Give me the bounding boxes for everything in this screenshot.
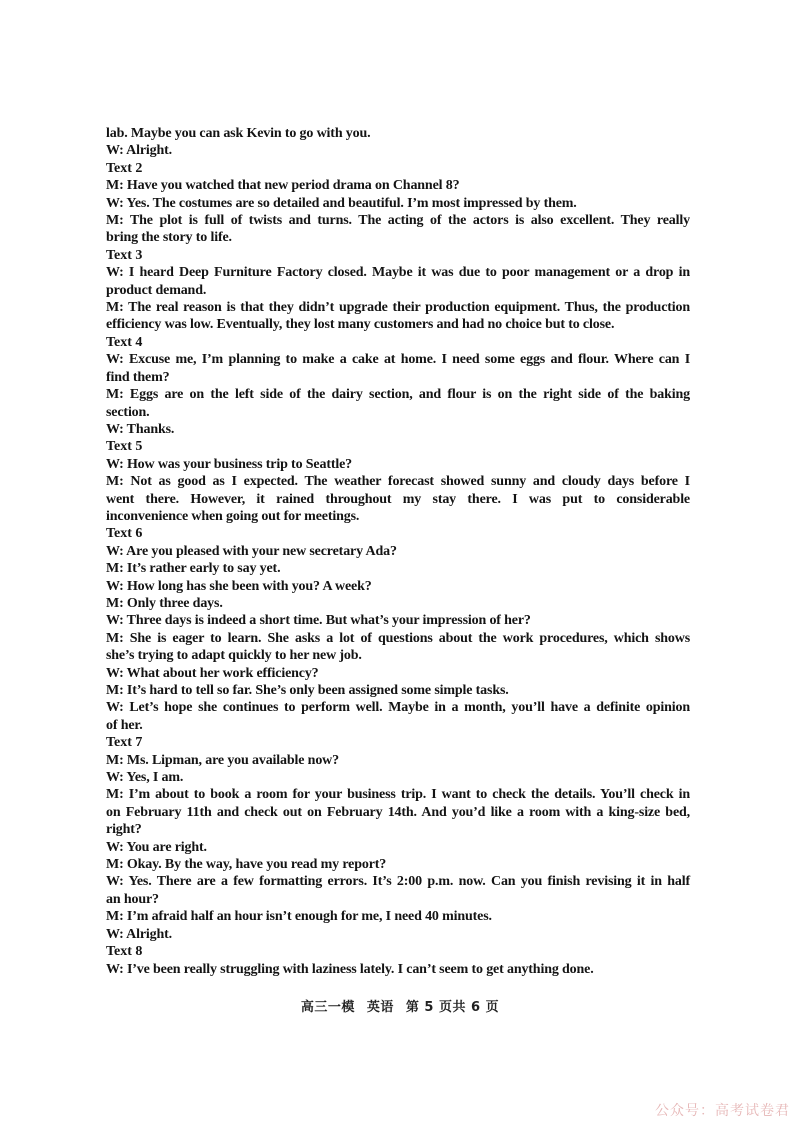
watermark: 公众号：高考试卷君 [655, 1103, 790, 1119]
transcript-line: W: Yes, I am. [106, 770, 184, 786]
transcript-line: W: Excuse me, I’m planning to make a cake at home. I need some eggs and flour. Where can I [106, 352, 690, 368]
transcript-line: W: Yes. There are a few formatting errors. It’s 2:00 p.m. now. Can you finish revising it in half [106, 874, 690, 890]
section-heading: Text 5 [106, 439, 143, 455]
section-heading: Text 4 [106, 334, 143, 350]
section-heading: Text 6 [106, 526, 143, 542]
transcript-line: W: How was your business trip to Seattle? [106, 456, 352, 472]
transcript-line: section. [106, 404, 150, 420]
transcript-line: right? [106, 822, 142, 838]
transcript-line: M: Ms. Lipman, are you available now? [106, 752, 339, 768]
transcript-line: bring the story to life. [106, 230, 232, 246]
transcript-line: W: Yes. The costumes are so detailed and beautiful. I’m most impressed by them. [106, 195, 577, 211]
transcript-line: product demand. [106, 282, 207, 298]
transcript-line: M: Have you watched that new period drama on Channel 8? [106, 178, 460, 194]
transcript-line: M: Okay. By the way, have you read my report? [106, 857, 387, 873]
transcript-line: W: Let’s hope she continues to perform well. Maybe in a month, you’ll have a definite opinion [106, 700, 690, 716]
transcript-line: W: Three days is indeed a short time. But what’s your impression of her? [106, 613, 531, 629]
transcript-line: on February 11th and check out on February 14th. And you’d like a room with a king-size bed, [106, 804, 690, 820]
transcript-line: of her. [106, 717, 143, 733]
transcript-line: went there. However, it rained throughout my stay there. I was put to considerable [106, 491, 690, 507]
document-body [106, 125, 690, 978]
section-heading: Text 7 [106, 735, 143, 751]
section-heading: Text 3 [106, 247, 143, 263]
transcript-line: an hour? [106, 891, 159, 907]
transcript-line: W: You are right. [106, 839, 207, 855]
section-heading: Text 2 [106, 160, 143, 176]
transcript-line: lab. Maybe you can ask Kevin to go with you. [106, 126, 371, 141]
transcript-line: W: What about her work efficiency? [106, 665, 319, 681]
footer-page-number: 第 5 页共 6 页 [405, 1000, 500, 1015]
transcript-line: W: Thanks. [106, 421, 175, 437]
transcript-line: inconvenience when going out for meetings. [106, 508, 360, 524]
transcript-line: M: Eggs are on the left side of the dairy section, and flour is on the right side of the baking [106, 387, 690, 403]
transcript-line: efficiency was low. Eventually, they lost many customers and had no choice but to close. [106, 317, 615, 333]
transcript-line: M: It’s hard to tell so far. She’s only been assigned some simple tasks. [106, 683, 509, 698]
footer-exam-name: 高三一模 [300, 1000, 355, 1015]
transcript-line: W: Alright. [106, 143, 173, 159]
transcript-line: find them? [106, 369, 170, 385]
transcript-line: M: The plot is full of twists and turns. The acting of the actors is also excellent. They really [106, 213, 690, 229]
transcript-line: W: Are you pleased with your new secretary Ada? [106, 543, 397, 559]
transcript-line: she’s trying to adapt quickly to her new job. [106, 648, 362, 664]
transcript-line: M: I’m afraid half an hour isn’t enough for me, I need 40 minutes. [106, 909, 492, 925]
transcript-line: M: Not as good as I expected. The weather forecast showed sunny and cloudy days before I [106, 474, 690, 490]
section-heading: Text 8 [106, 944, 143, 960]
transcript-line: M: It’s rather early to say yet. [106, 561, 281, 577]
transcript-line: W: How long has she been with you? A week? [106, 578, 372, 594]
transcript-line: W: I’ve been really struggling with laziness lately. I can’t seem to get anything done. [106, 961, 594, 977]
page-footer [0, 996, 800, 1015]
transcript-line: M: The real reason is that they didn’t upgrade their production equipment. Thus, the production [106, 300, 690, 316]
transcript-line: M: Only three days. [106, 595, 223, 611]
transcript-line: M: She is eager to learn. She asks a lot of questions about the work procedures, which shows [106, 630, 690, 646]
transcript-line: M: I’m about to book a room for your business trip. I want to check the details. You’ll check in [106, 787, 690, 803]
footer-subject: 英语 [366, 1000, 394, 1015]
transcript-line: W: Alright. [106, 926, 173, 942]
transcript-line: W: I heard Deep Furniture Factory closed. Maybe it was due to poor management or a drop in [106, 265, 690, 281]
